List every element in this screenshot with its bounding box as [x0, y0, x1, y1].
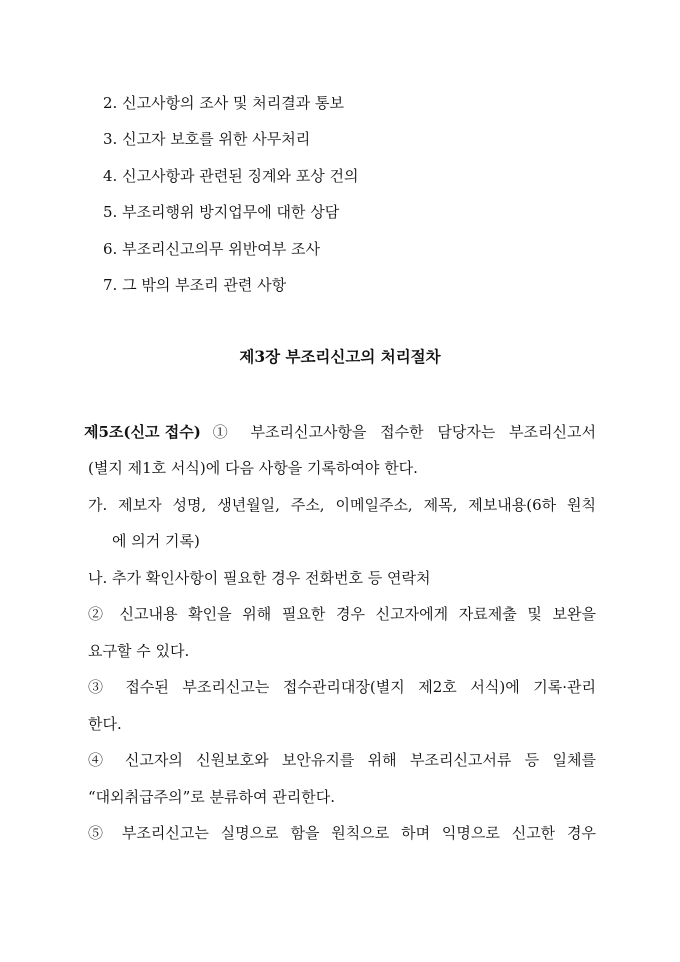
list-item: 5. 부조리행위 방지업무에 대한 상담 [103, 203, 340, 221]
article-para1-cont: (별지 제1호 서식)에 다음 사항을 기록하여야 한다. [88, 459, 418, 477]
article-para4-first: ④ 신고자의 신원보호와 보안유지를 위해 부조리신고서류 등 일체를 [88, 751, 596, 769]
article-para2-cont: 요구할 수 있다. [88, 642, 190, 660]
article-para3-cont: 한다. [88, 715, 122, 733]
article-para3-first: ③ 접수된 부조리신고는 접수관리대장(별지 제2호 서식)에 기록·관리 [88, 678, 596, 696]
article-first-line [84, 422, 596, 442]
article-para1-first: ① 부조리신고사항을 접수한 담당자는 부조리신고서 [212, 423, 596, 441]
article-title: 제5조(신고 접수) [84, 423, 201, 441]
item-ga: 가. 제보자 성명, 생년월일, 주소, 이메일주소, 제목, 제보내용(6하 원칙 [88, 496, 596, 514]
article-para2-first: ② 신고내용 확인을 위해 필요한 경우 신고자에게 자료제출 및 보완을 [88, 605, 596, 623]
list-item: 2. 신고사항의 조사 및 처리결과 통보 [103, 94, 345, 112]
chapter-title: 제3장 부조리신고의 처리절차 [239, 347, 441, 366]
item-na: 나. 추가 확인사항이 필요한 경우 전화번호 등 연락처 [88, 569, 431, 587]
list-item: 6. 부조리신고의무 위반여부 조사 [103, 240, 320, 258]
list-item: 4. 신고사항과 관련된 징계와 포상 건의 [103, 167, 359, 185]
list-item: 7. 그 밖의 부조리 관련 사항 [103, 276, 287, 294]
list-item: 3. 신고자 보호를 위한 사무처리 [103, 130, 311, 148]
article-para4-cont: “대외취급주의”로 분류하여 관리한다. [88, 788, 335, 806]
article-para5-first: ⑤ 부조리신고는 실명으로 함을 원칙으로 하며 익명으로 신고한 경우 [88, 824, 596, 842]
item-ga-cont: 에 의거 기록) [112, 532, 200, 550]
